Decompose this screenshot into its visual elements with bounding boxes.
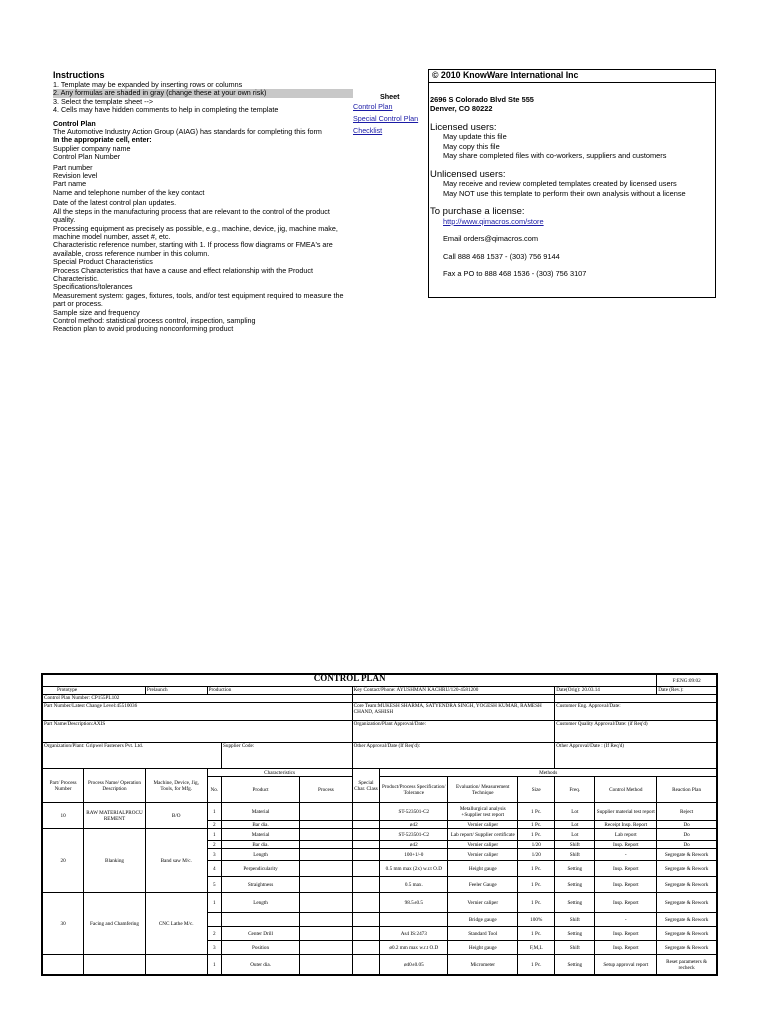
freq-cell: Lot (555, 803, 595, 821)
table-row (43, 803, 717, 821)
process-cell (300, 821, 352, 829)
evaluation-cell: Vernier caliper (448, 849, 518, 861)
process-cell (300, 861, 352, 877)
char-no-cell: 3 (207, 849, 221, 861)
header-eval: Evaluation/ Measurement Technique (448, 777, 518, 803)
instruction-item: Specifications/tolerances (53, 282, 133, 292)
control-method-cell: Receipt Insp. Report (595, 821, 657, 829)
control-plan-enter: In the appropriate cell, enter: (53, 135, 152, 145)
evaluation-cell: Lab report/ Supplier certificate (448, 829, 518, 841)
prelaunch-label: Prelaunch (145, 687, 207, 695)
reaction-plan-cell: Do (657, 821, 717, 829)
reaction-plan-cell: Reset parameters & recheck (657, 955, 717, 975)
sheet-header: Sheet (380, 92, 400, 101)
evaluation-cell: Height gauge (448, 941, 518, 955)
reaction-plan-cell: Segregate & Rework (657, 893, 717, 913)
spec-cell: 0.5 mm max (2x) w.r.t O.D (380, 861, 448, 877)
control-method-cell: Supplier material test report (595, 803, 657, 821)
call-line: Call 888 468 1537 - (303) 756 9144 (443, 251, 560, 261)
form-number: F:ENG:09:02 (657, 675, 717, 687)
instruction-item: Supplier company name (53, 143, 131, 153)
instruction-line-highlighted: 2. Any formulas are shaded in gray (change these at your own risk) (53, 89, 353, 97)
instruction-item: Processing equipment as precisely as possible, e.g., machine, device, jig, machine make, machine model number, asset #, etc. (53, 223, 338, 241)
evaluation-cell: Micrometer (448, 955, 518, 975)
purchase-heading: To purchase a license: (430, 206, 525, 217)
header-control: Control Method (595, 777, 657, 803)
product-cell: Bar dia. (221, 841, 299, 849)
instruction-item: Reaction plan to avoid producing nonconforming product (53, 324, 234, 334)
control-method-cell: Insp. Report (595, 941, 657, 955)
char-no-cell: 4 (207, 861, 221, 877)
evaluation-cell: Metallurgical analysis +Supplier test report (448, 803, 518, 821)
control-method-cell: Lab report (595, 829, 657, 841)
instructions-heading: Instructions (53, 70, 105, 80)
size-cell: 100% (518, 913, 555, 927)
other-approval: Other Approval/Date (If Req'd): (352, 743, 555, 769)
product-cell: Perpendicularity (221, 861, 299, 877)
spec-cell: ST-523501-C2 (380, 829, 448, 841)
special-char-cell (352, 841, 380, 849)
char-no-cell: 2 (207, 927, 221, 941)
spec-cell: ø42 (380, 841, 448, 849)
process-name-cell: Facing and Chamfering (84, 893, 146, 955)
product-cell: Center Drill (221, 927, 299, 941)
control-method-cell: Insp. Report (595, 893, 657, 913)
size-cell: 1/20 (518, 849, 555, 861)
instruction-item: Process Characteristics that have a cause and effect relationship with the Product Characteristic. (53, 265, 313, 283)
char-no-cell: 1 (207, 803, 221, 821)
char-no-cell: 1 (207, 955, 221, 975)
size-cell: 1 Pc. (518, 927, 555, 941)
special-char-cell (352, 829, 380, 841)
licensed-item: May update this file (443, 132, 507, 141)
product-cell: Length (221, 893, 299, 913)
product-cell: Length (221, 849, 299, 861)
instruction-line: 3. Select the template sheet --> (53, 96, 154, 106)
process-cell (300, 913, 352, 927)
special-char-cell (352, 821, 380, 829)
header-freq: Freq. (555, 777, 595, 803)
sheet-links (353, 92, 431, 138)
part-name: Part Name/Description:AXIS (43, 721, 353, 743)
product-cell: Position (221, 941, 299, 955)
unlicensed-heading: Unlicensed users: (430, 168, 506, 180)
table-row (43, 829, 717, 841)
org-approval: Organization/Plant Approval/Date: (352, 721, 555, 743)
instruction-item: Part number (53, 162, 93, 172)
reaction-plan-cell: Reject (657, 803, 717, 821)
machine-cell (145, 955, 207, 975)
instruction-line: 4. Cells may have hidden comments to help in completing the template (53, 105, 279, 115)
header-no: No. (207, 777, 221, 803)
size-cell: F,M,L (518, 941, 555, 955)
control-method-cell: Insp. Report (595, 927, 657, 941)
process-cell (300, 927, 352, 941)
header-characteristics: Characteristics (207, 769, 352, 777)
instruction-item: All the steps in the manufacturing process that are relevant to the control of the product quality. (53, 206, 330, 225)
freq-cell: Shift (555, 849, 595, 861)
freq-cell: Lot (555, 821, 595, 829)
product-cell (221, 913, 299, 927)
evaluation-cell: Standard Tool (448, 927, 518, 941)
licensed-item: May copy this file (443, 141, 500, 151)
product-cell: Bar dia. (221, 821, 299, 829)
freq-cell: Setting (555, 927, 595, 941)
char-no-cell: 3 (207, 941, 221, 955)
supplier-code: Supplier Code: (221, 743, 352, 769)
reaction-plan-cell: Do (657, 829, 717, 841)
header-spec: Product/Process Specification/ Tolerance (380, 777, 448, 803)
header-special: Special Char. Class (352, 769, 380, 803)
spec-cell: ST-523501-C2 (380, 803, 448, 821)
email-line: Email orders@qimacros.com (443, 234, 538, 243)
process-name-cell (84, 955, 146, 975)
size-cell: 1 Pc. (518, 955, 555, 975)
instruction-item: Sample size and frequency (53, 307, 140, 317)
header-process: Process (300, 777, 352, 803)
process-cell (300, 955, 352, 975)
evaluation-cell: Vernier caliper (448, 821, 518, 829)
part-number: Part Number/Latest Change Level:45510036 (43, 703, 353, 721)
process-cell (300, 941, 352, 955)
process-cell (300, 841, 352, 849)
reaction-plan-cell: Segregate & Rework (657, 927, 717, 941)
instruction-item: Part name (53, 179, 87, 189)
unlicensed-item: May NOT use this template to perform their own analysis without a license (443, 188, 686, 198)
special-char-cell (352, 877, 380, 893)
control-plan-number: Control Plan Number: CP155PL102 (43, 695, 353, 703)
instruction-item: Measurement system: gages, fixtures, tools, and/or test equipment required to measure the part or process. (53, 290, 344, 309)
process-cell (300, 849, 352, 861)
instruction-item: Control method: statistical process control, inspection, sampling (53, 315, 256, 325)
link-control-plan[interactable]: Control Plan (353, 102, 393, 111)
process-cell (300, 893, 352, 913)
freq-cell: Setting (555, 893, 595, 913)
process-cell (300, 829, 352, 841)
process-number-cell: 20 (43, 829, 84, 893)
reaction-plan-cell: Segregate & Rework (657, 877, 717, 893)
spec-cell: 0.5 max. (380, 877, 448, 893)
evaluation-cell: Vernier caliper (448, 841, 518, 849)
key-contact: Key Contact/Phone: AYUSHMAN KACHRU/120-4581200 (352, 687, 555, 695)
evaluation-cell: Bridge gauge (448, 913, 518, 927)
freq-cell: Lot (555, 829, 595, 841)
header-product: Product (221, 777, 299, 803)
org-plant: Organization/Plant: Gripwel Fasteners Pvt. Ltd. (43, 743, 222, 769)
header-machine: Machine, Device, Jig, Tools, for Mfg. (145, 769, 207, 803)
freq-cell: Setting (555, 955, 595, 975)
size-cell: 1 Pc. (518, 829, 555, 841)
control-plan-table (41, 673, 718, 976)
unlicensed-item: May receive and review completed templates created by licensed users (443, 179, 677, 188)
process-name-cell: Blanking (84, 829, 146, 893)
evaluation-cell: Feeler Gauge (448, 877, 518, 893)
special-char-cell (352, 927, 380, 941)
char-no-cell: 2 (207, 821, 221, 829)
instruction-line: 1. Template may be expanded by inserting rows or columns (53, 80, 243, 89)
freq-cell: Setting (555, 877, 595, 893)
instruction-item: Special Product Characteristics (53, 257, 153, 267)
freq-cell: Setting (555, 861, 595, 877)
licensed-heading: Licensed users: (430, 121, 497, 133)
table-row (43, 955, 717, 975)
evaluation-cell: Vernier caliper (448, 893, 518, 913)
control-method-cell: Insp. Report (595, 861, 657, 877)
control-plan-heading: Control Plan (53, 118, 96, 128)
special-char-cell (352, 849, 380, 861)
machine-cell: Band saw M/c. (145, 829, 207, 893)
product-cell: Material (221, 803, 299, 821)
product-cell: Material (221, 829, 299, 841)
char-no-cell: 1 (207, 829, 221, 841)
control-plan-body (43, 803, 717, 975)
copyright-title: © 2010 KnowWare International Inc (429, 70, 715, 83)
char-no-cell: 2 (207, 841, 221, 849)
control-method-cell: Setup approval report (595, 955, 657, 975)
size-cell: 1 Pc. (518, 893, 555, 913)
header-methods: Methods (380, 769, 717, 777)
control-method-cell: - (595, 849, 657, 861)
freq-cell: Shift (555, 913, 595, 927)
core-team: Core Team:MUKESH SHARMA, SATYENDRA SINGH, YOGESH KUMAR, RAMESH CHAND, ASHISH (352, 703, 555, 721)
char-no-cell (207, 913, 221, 927)
control-method-cell: Insp. Report (595, 877, 657, 893)
spec-cell: ø40±0.05 (380, 955, 448, 975)
instruction-item: Control Plan Number (53, 152, 121, 162)
spec-cell (380, 913, 448, 927)
header-process-name: Process Name/ Operation Description (84, 769, 146, 803)
link-checklist[interactable]: Checklist (353, 126, 383, 136)
reaction-plan-cell: Segregate & Rework (657, 849, 717, 861)
process-name-cell: RAW MATERIALPROCU REMENT (84, 803, 146, 829)
process-cell (300, 803, 352, 821)
fax-line: Fax a PO to 888 468 1536 - (303) 756 3107 (443, 269, 587, 278)
machine-cell: CNC Lathe M/c. (145, 893, 207, 955)
evaluation-cell: Height gauge (448, 861, 518, 877)
control-plan-intro: The Automotive Industry Action Group (AIAG) has standards for completing this form (53, 127, 322, 137)
char-no-cell: 1 (207, 893, 221, 913)
reaction-plan-cell: Segregate & Rework (657, 941, 717, 955)
table-row (43, 893, 717, 913)
special-char-cell (352, 941, 380, 955)
instructions-panel (53, 70, 353, 334)
control-plan-title: CONTROL PLAN (43, 675, 657, 687)
reaction-plan-cell: Segregate & Rework (657, 913, 717, 927)
char-no-cell: 5 (207, 877, 221, 893)
spec-cell: ø0.2 mm max w.r.t O.D (380, 941, 448, 955)
control-method-cell: - (595, 913, 657, 927)
process-number-cell: 10 (43, 803, 84, 829)
machine-cell: B/O (145, 803, 207, 829)
date-orig: Date(Orig): 20.03.14 (555, 687, 657, 695)
control-method-cell: Insp. Report (595, 841, 657, 849)
special-char-cell (352, 803, 380, 821)
special-char-cell (352, 893, 380, 913)
production-label: Production (207, 687, 352, 695)
freq-cell: Shift (555, 841, 595, 849)
link-special-control-plan[interactable]: Special Control Plan (353, 114, 419, 124)
instruction-item: Name and telephone number of the key contact (53, 187, 205, 197)
reaction-plan-cell: Segregate & Rework (657, 861, 717, 877)
spec-cell: 98.5±0.5 (380, 893, 448, 913)
prototype-label: Prototype (43, 687, 146, 695)
license-box (428, 69, 716, 298)
size-cell: 1 Pc. (518, 877, 555, 893)
date-rev: Date (Rev.): (657, 687, 717, 695)
size-cell: 1 Pc. (518, 803, 555, 821)
process-number-cell: 30 (43, 893, 84, 955)
size-cell: 1/20 (518, 841, 555, 849)
address-line-1: 2696 S Colorado Blvd Ste 555 (430, 94, 534, 104)
product-cell: Straightness (221, 877, 299, 893)
header-reaction: Reaction Plan (657, 777, 717, 803)
other-approval-2: Other Approval/Date : (If Req'd) (555, 743, 717, 769)
spec-cell: As4 IS:2473 (380, 927, 448, 941)
header-part-no: Part/ Process Number (43, 769, 84, 803)
instruction-item: Characteristic reference number, starting with 1. If process flow diagrams or FMEA's are available, cross reference number in this column. (53, 240, 333, 258)
address-line-2: Denver, CO 80222 (430, 104, 493, 113)
product-cell: Outer dia. (221, 955, 299, 975)
spec-cell: ø42 (380, 821, 448, 829)
special-char-cell (352, 955, 380, 975)
instruction-item: Revision level (53, 171, 98, 181)
size-cell: 1 Pc. (518, 821, 555, 829)
licensed-item: May share completed files with co-workers, suppliers and customers (443, 151, 667, 160)
freq-cell: Shift (555, 941, 595, 955)
customer-eng-approval: Customer Eng. Approval/Date: (555, 703, 717, 721)
process-cell (300, 877, 352, 893)
spec-cell: 100+1/-0 (380, 849, 448, 861)
process-number-cell (43, 955, 84, 975)
size-cell: 1 Pc. (518, 861, 555, 877)
special-char-cell (352, 861, 380, 877)
instruction-item: Date of the latest control plan updates. (53, 198, 177, 208)
reaction-plan-cell: Do (657, 841, 717, 849)
customer-quality-approval: Customer Quality Approval/Date: (if Req'd) (555, 721, 717, 743)
header-size: Size (518, 777, 555, 803)
special-char-cell (352, 913, 380, 927)
store-link[interactable]: http://www.qimacros.com/store (443, 216, 544, 226)
